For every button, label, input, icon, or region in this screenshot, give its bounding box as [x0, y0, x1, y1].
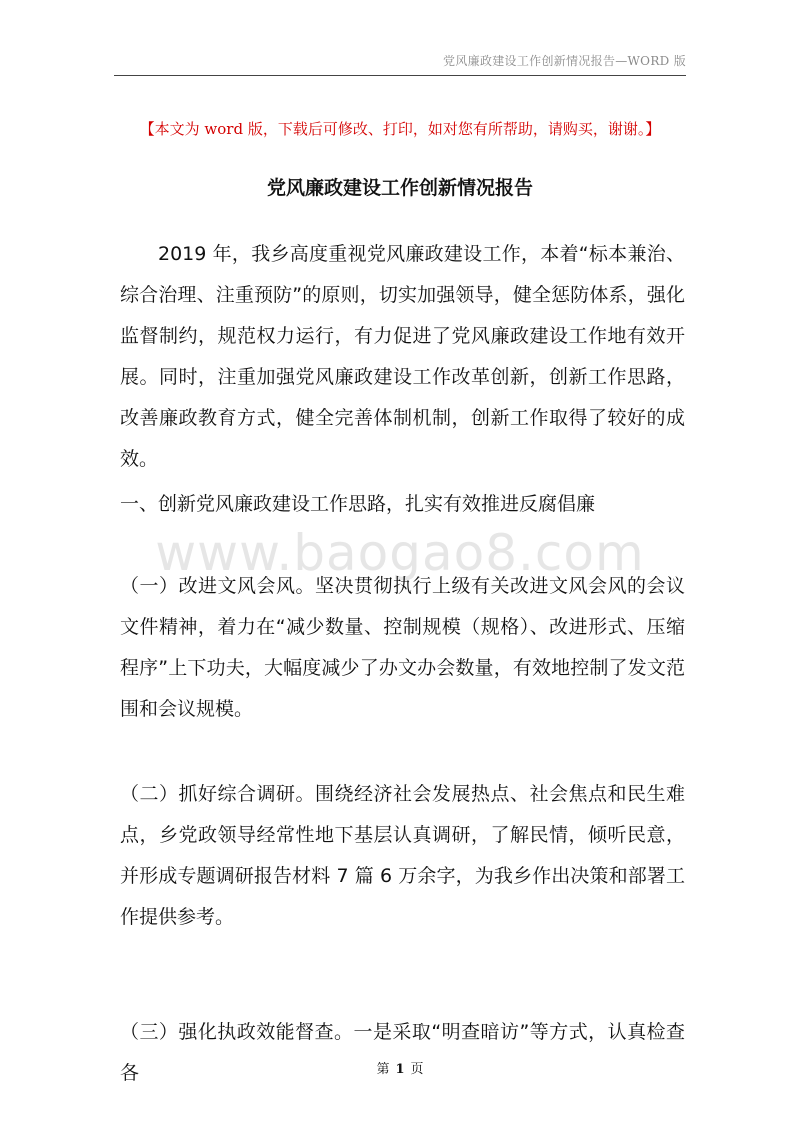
- paragraph-item-1: （一）改进文风会风。坚决贯彻执行上级有关改进文风会风的会议文件精神，着力在“减少数量、控制规模（规格）、改进形式、压缩程序”上下功夫，大幅度减少了办文办会数量，有效地控制了发文范围和会议规模。: [120, 575, 685, 720]
- header-title: 党风廉政建设工作创新情况报告—WORD 版: [443, 54, 686, 68]
- watermark: www.baogao8.com: [155, 524, 645, 582]
- page-footer: [0, 1058, 800, 1077]
- document-title: 党风廉政建设工作创新情况报告: [266, 177, 533, 199]
- footer-suffix: 页: [410, 1062, 424, 1077]
- purchase-notice: 【本文为 word 版，下载后可修改、打印，如对您有所帮助，请购买，谢谢。】: [139, 120, 661, 138]
- footer-prefix: 第: [376, 1062, 390, 1077]
- intro-paragraph: 2019 年，我乡高度重视党风廉政建设工作，本着“标本兼治、综合治理、注重预防”的原则，切实加强领导，健全惩防体系，强化监督制约，规范权力运行，有力促进了党风廉政建设工作地有效开展。同时，注重加强党风廉政建设工作改革创新，创新工作思路，改善廉政教育方式，健全完善体制机制，创新工作取得了较好的成效。: [120, 243, 685, 470]
- section-heading: 一、创新党风廉政建设工作思路，扎实有效推进反腐倡廉: [120, 493, 596, 515]
- header-divider: [114, 75, 686, 76]
- page-number: 1: [395, 1062, 405, 1077]
- paragraph-item-3: （三）强化执政效能督查。一是采取“明查暗访”等方式，认真检查各: [120, 1021, 685, 1084]
- paragraph-item-2: （二）抓好综合调研。围绕经济社会发展热点、社会焦点和民生难点，乡党政领导经常性地下基层认真调研，了解民情，倾听民意，并形成专题调研报告材料 7 篇 6 万余字，为我乡作出决策和部署工作提供参考。: [120, 783, 685, 928]
